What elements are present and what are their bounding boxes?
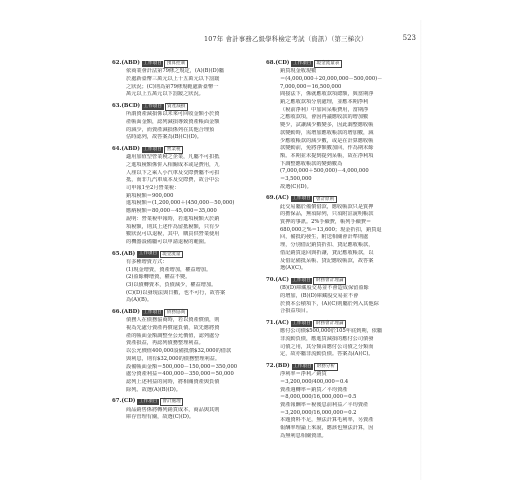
topic-tag: 財務會計理論 [313,320,346,328]
note-line: 說明：營業稅申報時，若進項稅額大於銷 [126,215,220,222]
page-header [108,34,420,46]
question-answer-block [266,277,409,316]
answer-number: 70.(AC) [266,276,289,283]
explanation-line: 產的帳面金額調整至公允價值，認列處分 [126,332,220,339]
topic-tag: 財務會計理論 [313,277,346,285]
question-answer-block [266,60,409,191]
question-answer-block [112,146,255,247]
question-header [266,363,409,371]
explanation-line: 故選(C)(D)。 [280,183,312,190]
calculation-line: 銷項稅額＝900,000 [126,192,174,199]
explanation-line: 商品銷售係將轉列銷貨成本，商品與其則 [126,406,220,413]
work-item-tag: 工作項目 [143,60,162,66]
question-header [112,398,255,406]
explanation-line: 認列上述利益的同時，將相關資產與負債 [126,378,220,385]
question-header [112,103,255,111]
explanation-line: 及借記備抵呆帳、貸記應收帳款，故答案 [280,257,374,264]
explanation-line: 本題資料不足，無法計算毛利率，另資產 [280,417,374,424]
calculation-line: 進項稅額＝(1,200,000＋(450,000－50,000) [126,200,235,207]
explanation-line: 銷貨現金收現數 [280,68,317,75]
work-item-tag: 工作項目 [143,103,162,109]
topic-tag: 會計處理 [160,398,183,406]
explanation-line: 回，備抵的發生，附送相關會計準則處 [280,234,369,241]
explanation-line: 資產損益，再認列債務整理利益。 [126,340,204,347]
question-header [266,60,409,68]
explanation-line: 此交易屬於備償借款，應收帳款只是質押 [280,203,374,210]
explanation-line: ＝3,200,000/16,000,000＝0.2 [280,409,357,416]
work-item-tag: 工作項目 [292,277,311,283]
question-header [112,251,255,259]
question-answer-block [266,195,409,273]
explanation-line: 依商業會計法第79條之規定，(A)(B)(D)屬 [126,68,224,75]
explanation-line: 資產報酬率＝稅後息前利益／平均資產 [280,402,369,409]
note-line: 的機器設備屬可以申請退稅的範圍。 [126,238,210,245]
answer-number: 71.(AC) [266,320,289,326]
explanation-line: 有多種增資方式： [126,258,168,265]
explanation-line: 淨利率＝淨利／銷貨 [280,371,327,378]
answer-number: 66.(ABD) [112,309,140,316]
answer-number: 65.(AB) [112,250,136,257]
explanation-line: (1)現金增資，資產增加，權益增加。 [126,266,212,273]
right-column [266,60,409,445]
explanation-line: 的減少，而資產減損係列在其他合理預 [126,126,215,133]
work-item-tag: 工作項目 [292,196,311,202]
answer-number: 62.(ABD) [112,60,140,66]
explanation-line: 為(A)(B)。 [126,297,153,304]
explanation-line: 除列。故選(A)(B)(D)。 [126,386,181,393]
topic-tag: 營業稅 [164,146,183,154]
explanation-line: 以公允價值400,000設備抵償$32,000的借款 [126,348,232,355]
book-page [108,20,420,480]
work-item-tag: 工作項目 [143,309,162,315]
explanation-line: 變少，試讓減少數變多，因此調整應收帳 [280,122,374,129]
explanation-line: 款變動前，免將淨額數加回，作為期末餘 [280,145,374,152]
answer-number: 67.(CD) [112,398,136,405]
topic-tag: 財務分析 [314,363,337,371]
explanation-line: 的增加，(B)(D)庫藏股交易並不會 [280,292,359,299]
explanation-line: 人座以下之乘人小汽車及交際費屬不可扣 [126,169,220,176]
explanation-line: 報酬率理論上來說，應該也無法計算，因 [280,425,374,432]
topic-tag: 會計原則 [313,196,336,204]
explanation-line: ＝3,200,000/400,000＝0.4 [280,378,349,385]
explanation-line: 的擔保品，無須除列，只須附註說明帳款 [280,211,374,218]
explanation-line: 處分資產利益＝400,000－350,000＝50,000 [126,371,234,378]
explanation-line: (3)以債轉資本，負債減少，權益增加。 [126,281,217,288]
explanation-line: 應付公司債$500,000於105年底到期，依屬 [280,328,383,335]
question-header [266,277,409,285]
explanation-line: 估時認列，故答案為(B)(C)(D)。 [126,134,202,141]
explanation-line: 非流動負債，應進貨減損的應付公司債發 [280,335,374,342]
explanation-line: (7,000,000＋500,000)－4,000,000 [280,168,369,175]
explanation-line: 之應收款項，會因再議應收款的增加數 [280,114,369,121]
explanation-line: （稅前淨利）中加回呆帳費用，當期淨 [280,106,369,113]
question-header [266,195,409,203]
explanation-line: (C)(D)以發現法與日數，也不可行，故答案 [126,289,226,296]
explanation-line: 司債之用，其分類由應付公司債之分類而 [280,343,374,350]
answer-number: 69.(AC) [266,195,289,202]
explanation-line: 於處新臺幣三萬元以上十五萬元以下罰鍰 [126,75,220,82]
explanation-line: 抵，而非九汽車成本及交際費，故合中公 [126,177,220,184]
work-item-tag: 工作項目 [143,146,162,152]
explanation-line: 為無利息相關資訊。 [280,432,327,439]
work-item-tag: 工作項目 [292,320,311,326]
question-answer-block [266,320,409,359]
explanation-line: 間接法下，係就應收款項總額，與當期淨 [280,91,374,98]
explanation-line: 理，分別借記銷貨折扣、貸記應收帳款， [280,242,374,249]
answer-number: 63.(BCD) [112,103,141,110]
answer-number: 72.(BD) [266,363,290,370]
question-answer-block [112,398,255,422]
explanation-line: 資產週轉率＝銷貨／平均資產 [280,386,348,393]
explanation-line: 視為先處分資產再償還負債，故先應將資 [126,325,220,331]
note-line: 數狀況可以退稅，其中，購買供營業使用 [126,231,220,238]
explanation-line: 之進項稅額係併入相關成本或是費用，九 [126,161,220,168]
explanation-line: 質押的事訊。2%手續費，帳列手續費＝ [280,219,372,226]
note-line: 項稅額，則其上述作為留抵稅額，只有少 [126,223,220,230]
explanation-line: 選(A)(C)。 [280,265,307,272]
question-answer-block [112,309,255,394]
left-column [112,60,255,426]
topic-tag: 資產減損 [165,103,188,111]
question-header [112,60,255,68]
explanation-line: ＝3,500,000 [280,176,312,183]
explanation-line: 產帳面金額，認列減損導致資產帳面金額 [126,118,220,125]
work-item-tag: 工作項目 [292,60,312,66]
work-item-tag: 工作項目 [138,399,158,405]
work-item-tag: 工作項目 [293,363,312,369]
explanation-line: 銷之應收款項分別處理，並應本期淨利 [280,99,369,106]
question-header [266,320,409,328]
explanation-line: (B)(D)庫藏股交易並不會造成保留盈餘 [280,285,369,292]
question-answer-block [112,60,255,99]
explanation-line: ＝(4,000,000＋20,000,000－500,000)－ [280,75,383,82]
explanation-line: ＝8,000,000/16,000,000＝0.5 [280,394,357,401]
question-answer-block [266,363,409,441]
page-number: 523 [402,34,416,42]
explanation-line: 7,000,000＝16,500,000 [280,83,342,90]
question-answer-block [112,103,255,142]
topic-tag: 現金流量 [160,251,183,259]
answer-number: 64.(ABD) [112,146,140,153]
explanation-line: 適用加值型營業稅之企業，凡屬不可扣抵 [126,154,220,161]
question-header [112,309,255,317]
explanation-line: 司申報1至2月營業稅： [126,185,180,192]
running-title: 107年 會計事務乙級學科檢定考試（資訊）（第三梯次） [204,35,368,43]
explanation-line: 庫存管理有關，故選(C)(D)。 [126,414,195,421]
explanation-line: 與利息，則有$32,000的債務整理利益。 [126,355,221,362]
explanation-line: 額。本期並未提到提列呆帳，故在淨利項 [280,152,374,159]
calculation-line: 應納稅額＝80,000－45,000＝35,000 [126,208,217,215]
explanation-line: 萬元以上五萬元以下罰鍰之狀況。 [126,91,204,98]
question-answer-block [112,251,255,305]
topic-tag: 債務協商 [164,309,187,317]
explanation-line: 於資本公積項下，(A)(C)則屬於列入其他綜 [280,300,379,307]
topic-tag: 現金流量表 [314,60,342,68]
answer-number: 68.(CD) [266,60,290,66]
work-item-tag: 工作項目 [138,251,158,257]
explanation-line: 680,000之%＝13,600；現金折扣，銷貨退 [280,226,382,233]
explanation-line: 借記銷貨退回與折讓，貸記應收帳款，以 [280,249,374,256]
explanation-line: 設備帳面金額＝500,000－150,000＝350,000 [126,363,238,370]
explanation-line: (2)盈餘轉增資，權益不變。 [126,274,191,281]
question-header [112,146,255,154]
explanation-line: 所謂資產減損係以未來可回收金額小於資 [126,111,220,118]
explanation-line: 款變動時，需增加應收帳款的增加數，減 [280,129,374,136]
topic-tag: 預算控制 [164,60,187,68]
explanation-line: 少應收帳款的減少數，或是在計算應收帳 [280,137,374,144]
explanation-line: 債務人在債務協商時，若以資產償債，則 [126,317,220,324]
explanation-line: 下調整應收帳款的變動數為 [280,160,343,167]
explanation-line: 合損益項目。 [280,308,312,315]
explanation-line: 之狀況；(C)則為第79條規範處新臺幣一 [126,83,219,90]
explanation-line: 定，故亦屬非流動負債。答案為(A)(C)。 [280,351,374,358]
